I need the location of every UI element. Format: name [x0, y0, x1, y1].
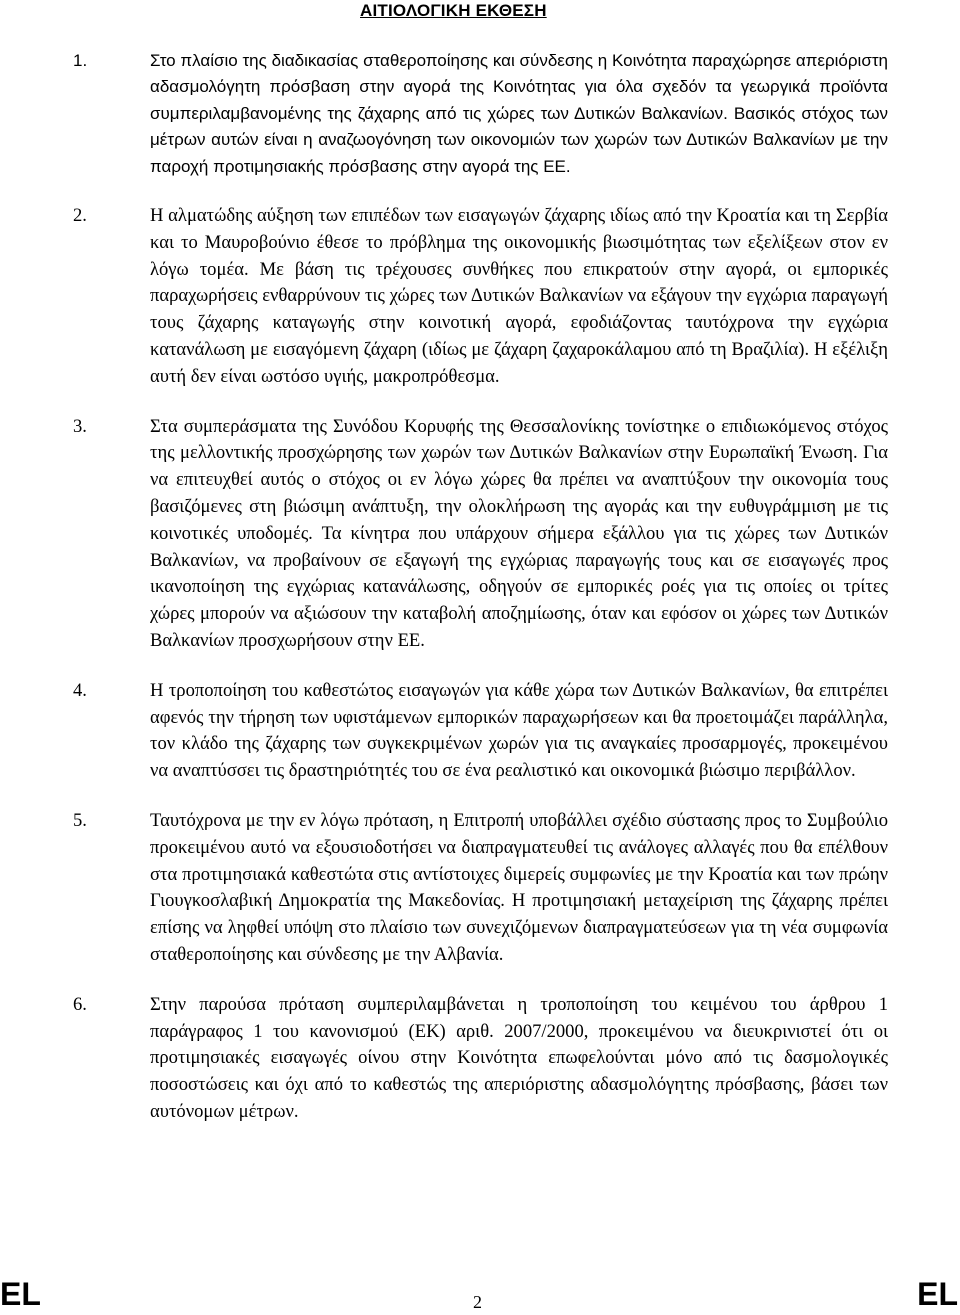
item-number: 5.: [73, 809, 87, 831]
item-text: Στην παρούσα πρόταση συμπεριλαμβάνεται η τροποποίηση του κειμένου του άρθρου 1 παράγραφος 1 του κανονισμού (ΕΚ) αριθ. 2007/2000, προκειμένου να διευκρινιστεί ότι οι προτιμησιακές εισαγωγές οίνου στην Κοινότητα επωφελούνται μόνο από τις δασμολογικές ποσοστώσεις και όχι από το καθεστώς της απεριόριστης αδασμολόγητης πρόσβασης, βάσει των αυτόνομων μέτρων.: [150, 993, 888, 1122]
item-number: 2.: [73, 205, 87, 227]
item-text: Στα συμπεράσματα της Συνόδου Κορυφής της Θεσσαλονίκης τονίστηκε ο επιδιωκόμενος στόχος της μελλοντικής προσχώρησης των χωρών των Δυτικών Βαλκανίων στην Ευρωπαϊκή Ένωση. Για να επιτευχθεί αυτός ο στόχος οι εν λόγω χώρες θα πρέπει να αναπτύξουν την οικονομία τους βασιζόμενες στη βιώσιμη ανάπτυξη, την ολοκλήρωση της αγοράς και την ευθυγράμμιση με τις κοινοτικές υποδομές. Τα κίνητρα που υπάρχουν σήμερα εξάλλου για τις χώρες των Δυτικών Βαλκανίων, να προβαίνουν σε εξαγωγή της εγχώριας παραγωγής τους και σε εισαγωγές προς ικανοποίηση της εγχώριας κατανάλωσης, οδηγούν σε εμπορικές ροές για τις οποίες οι τρίτες χώρες μπορούν να αξιώσουν την καταβολή αποζημίωσης, όταν και εφόσον οι χώρες των Δυτικών Βαλκανίων προσχωρήσουν στην ΕΕ.: [150, 415, 888, 651]
footer-language-code-left: EL: [0, 1276, 41, 1312]
page-title: ΑΙΤΙΟΛΟΓΙΚΗ ΕΚΘΕΣΗ: [360, 1, 547, 20]
item-number: 4.: [73, 679, 87, 701]
list-item: [73, 808, 888, 969]
list-item: [73, 48, 888, 180]
list-item: [73, 678, 888, 785]
item-text: Ταυτόχρονα με την εν λόγω πρόταση, η Επιτροπή υποβάλλει σχέδιο σύστασης προς το Συμβούλιο προκειμένου αυτό να εξουσιοδοτήσει να διαπραγματευθεί τις ανάλογες αλλαγές που θα επέλθουν στα προτιμησιακά καθεστώτα στις αντίστοιχες διμερείς συμφωνίες με την Κροατία και των πρώην Γιουγκοσλαβική Δημοκρατία της Μακεδονίας. Η προτιμησιακή μεταχείριση της ζάχαρης πρέπει επίσης να ληφθεί υπόψη στο πλαίσιο των συνεχιζόμενων διαπραγματεύσεων για τη νέα συμφωνία σταθεροποίησης και σύνδεσης με την Αλβανία.: [150, 809, 888, 965]
list-item: [73, 414, 888, 655]
explanatory-memorandum-body: [73, 48, 888, 1149]
item-number: 1.: [73, 51, 88, 70]
item-text: Η τροποποίηση του καθεστώτος εισαγωγών για κάθε χώρα των Δυτικών Βαλκανίων, θα επιτρέπει αφενός την τήρηση των υφιστάμενων εμπορικών παραχωρήσεων και θα προετοιμάζει παράλληλα, τον κλάδο της ζάχαρης των συγκεκριμένων χωρών για τις αναγκαίες προσαρμογές, προκειμένου να αναπτύσσει τις δραστηριότητές του σε ένα ρεαλιστικό και οικονομικά βιώσιμο περιβάλλον.: [150, 679, 888, 782]
item-text: Η αλματώδης αύξηση των επιπέδων των εισαγωγών ζάχαρης ιδίως από την Κροατία και τη Σερβία και το Μαυροβούνιο έθεσε το πρόβλημα της οικονομικής βιωσιμότητας των εξελίξεων στον εν λόγω τομέα. Με βάση τις τρέχουσες συνθήκες που επικρατούν στην αγορά, οι εμπορικές παραχωρήσεις ενθαρρύνουν τις χώρες των Δυτικών Βαλκανίων να εξάγουν την εγχώρια παραγωγή τους ζάχαρης καταγωγής στην κοινοτική αγορά, εφοδιάζοντας ταυτόχρονα την εγχώρια κατανάλωση με εισαγόμενη ζάχαρη (ιδίως με ζάχαρη ζαχαροκάλαμου από τη Βραζιλία). Η εξέλιξη αυτή δεν είναι ωστόσο υγιής, μακροπρόθεσμα.: [150, 205, 888, 387]
item-number: 3.: [73, 415, 87, 437]
page-number: 2: [473, 1292, 482, 1312]
item-number: 6.: [73, 993, 87, 1015]
list-item: [73, 992, 888, 1126]
footer-language-code-right: EL: [917, 1276, 958, 1312]
list-item: [73, 203, 888, 391]
item-text: Στο πλαίσιο της διαδικασίας σταθεροποίησης και σύνδεσης η Κοινότητα παραχώρησε απεριόριστη αδασμολόγητη πρόσβαση στην αγορά της Κοινότητας για όλα σχεδόν τα γεωργικά προϊόντα συμπεριλαμβανομένης της ζάχαρης από τις χώρες των Δυτικών Βαλκανίων. Βασικός στόχος των μέτρων αυτών είναι η αναζωογόνηση των οικονομιών των χωρών των Δυτικών Βαλκανίων με την παροχή προτιμησιακής πρόσβασης στην αγορά της ΕΕ.: [150, 51, 888, 176]
